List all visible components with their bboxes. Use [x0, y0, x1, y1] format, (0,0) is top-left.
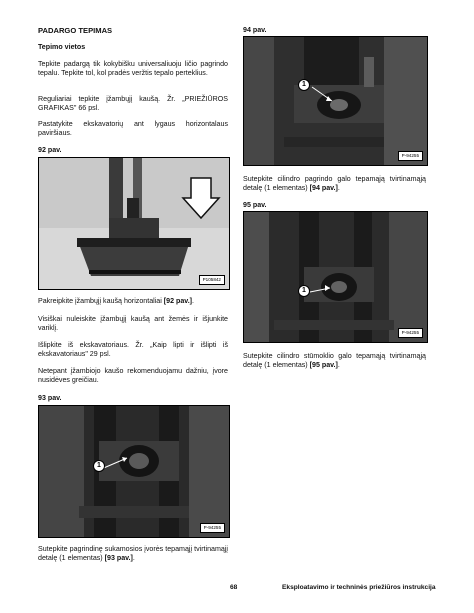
paragraph-park: Pastatykite ekskavatorių ant lygaus horizontalaus paviršiaus.: [38, 120, 228, 137]
figure-94-code: P-94255: [398, 151, 423, 161]
tilt-figure-ref: [92 pav.]: [163, 297, 193, 305]
figure-95-callout: 1: [298, 285, 310, 297]
page-number: 68: [230, 584, 238, 591]
bushing-figure-ref: [93 pav.]: [104, 554, 133, 562]
figure-92-image: [38, 157, 230, 290]
tilt-end: .: [192, 297, 195, 305]
figure-92-code: P105842: [199, 275, 225, 285]
figure-93-callout: 1: [93, 460, 105, 472]
bushing-text: Sutepkite pagrindinę sukamosios įvorės tepamąjį tvirtinamąjį detalę (1 elementas): [38, 545, 228, 562]
paragraph-exit: Išlipkite iš ekskavatoriaus. Žr. „Kaip lipti ir išlipti iš ekskavatoriaus" 29 psl.: [38, 341, 228, 358]
cylinder-base-text: Sutepkite cilindro pagrindo galo tepamąją tvirtinamąją detalę (1 elementas): [243, 175, 426, 192]
paragraph-bushing: [38, 545, 228, 563]
cylinder-base-end: .: [337, 184, 340, 192]
paragraph-schedule: Reguliariai tepkite įžambųjį kaušą. Žr. „PRIEŽIŪROS GRAFIKAS" 66 psl.: [38, 95, 228, 112]
paragraph-lubricant: Tepkite padargą tik kokybišku universaliuoju ličio pagrindo tepalu. Tepkite tol, kol pradės veržtis tepalo perteklius.: [38, 60, 228, 77]
figure-95-label: 95 pav.: [243, 201, 267, 209]
figure-92-label: 92 pav.: [38, 146, 62, 154]
section-title: PADARGO TEPIMAS: [38, 26, 113, 35]
figure-94-image: [243, 36, 428, 166]
figure-93-image: [38, 405, 230, 538]
paragraph-cylinder-rod: [243, 352, 426, 370]
tilt-text: Pakreipkite įžambųjį kaušą horizontaliai: [38, 297, 164, 305]
cylinder-rod-text: Sutepkite cilindro stūmoklio galo tepamąją tvirtinamąją detalę (1 elementas): [243, 352, 426, 369]
paragraph-wear: Netepant įžambiojo kaušo rekomenduojamu dažniu, įvore nusidėves greičiau.: [38, 367, 228, 384]
figure-93-label: 93 pav.: [38, 394, 62, 402]
paragraph-tilt: [38, 297, 228, 306]
bushing-end: .: [132, 554, 135, 562]
cylinder-rod-figure-ref: [95 pav.]: [309, 361, 338, 369]
paragraph-cylinder-base: [243, 175, 426, 193]
figure-95-image: [243, 211, 428, 343]
figure-93-code: P-94255: [200, 523, 225, 533]
figure-94-callout: 1: [298, 79, 310, 91]
cylinder-rod-end: .: [337, 361, 340, 369]
subsection-title: Tepimo vietos: [38, 43, 86, 51]
figure-94-label: 94 pav.: [243, 26, 267, 34]
figure-95-code: P-94255: [398, 328, 423, 338]
paragraph-lower: Visiškai nuleiskite įžambųjį kaušą ant žemės ir išjunkite variklį.: [38, 315, 228, 332]
cylinder-base-figure-ref: [94 pav.]: [309, 184, 338, 192]
manual-title: Eksploatavimo ir techninės priežiūros instrukcija: [282, 584, 436, 591]
